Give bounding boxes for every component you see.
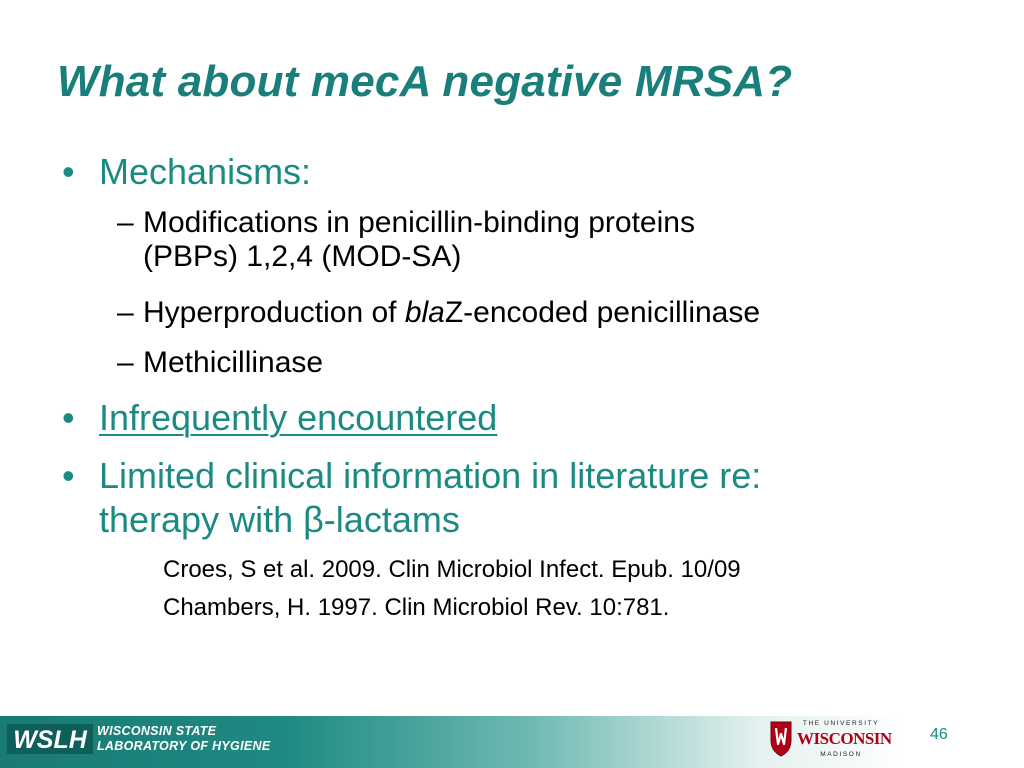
bullet-dot: •	[62, 455, 75, 496]
reference-croes: Croes, S et al. 2009. Clin Microbiol Infect. Epub. 10/09	[163, 556, 741, 583]
uw-line-top: THE UNIVERSITY	[802, 720, 880, 727]
text-before: Hyperproduction of	[143, 296, 405, 329]
subbullet-dash: –	[117, 346, 134, 379]
bullet-dot: •	[62, 397, 75, 438]
text-after: Z-encoded penicillinase	[444, 296, 761, 329]
bullet-text-line2: therapy with β-lactams	[99, 499, 460, 540]
uw-line-main: WISCONSIN	[797, 729, 892, 748]
bullet-text-line1: Limited clinical information in literature re:	[99, 455, 762, 496]
bullet-dot: •	[62, 151, 75, 192]
wslh-logo	[7, 722, 93, 756]
uw-crest-icon	[768, 718, 794, 758]
subbullet-text-line1: Modifications in penicillin-binding proteins	[143, 206, 695, 239]
wslh-logo-text: WSLH	[13, 726, 87, 754]
uw-logo	[797, 720, 892, 760]
reference-chambers: Chambers, H. 1997. Clin Microbiol Rev. 10:781.	[163, 594, 670, 621]
wslh-name-line1: WISCONSIN STATE	[97, 724, 217, 738]
uw-line-bottom: MADISON	[820, 751, 862, 758]
slide-number: 46	[930, 726, 948, 743]
subbullet-dash: –	[117, 206, 134, 239]
subbullet-text	[143, 296, 760, 330]
wslh-name	[97, 724, 270, 754]
subbullet-text: Methicillinase	[143, 346, 324, 379]
bullet-text: Mechanisms:	[99, 151, 312, 192]
slide-title: What about mecA negative MRSA?	[57, 57, 793, 106]
gene-name-italic: bla	[404, 296, 445, 329]
wslh-name-line2: LABORATORY OF HYGIENE	[97, 739, 271, 753]
bullet-text-underlined: Infrequently encountered	[99, 397, 498, 438]
subbullet-dash: –	[117, 296, 134, 329]
subbullet-text-line2: (PBPs) 1,2,4 (MOD-SA)	[143, 240, 462, 273]
